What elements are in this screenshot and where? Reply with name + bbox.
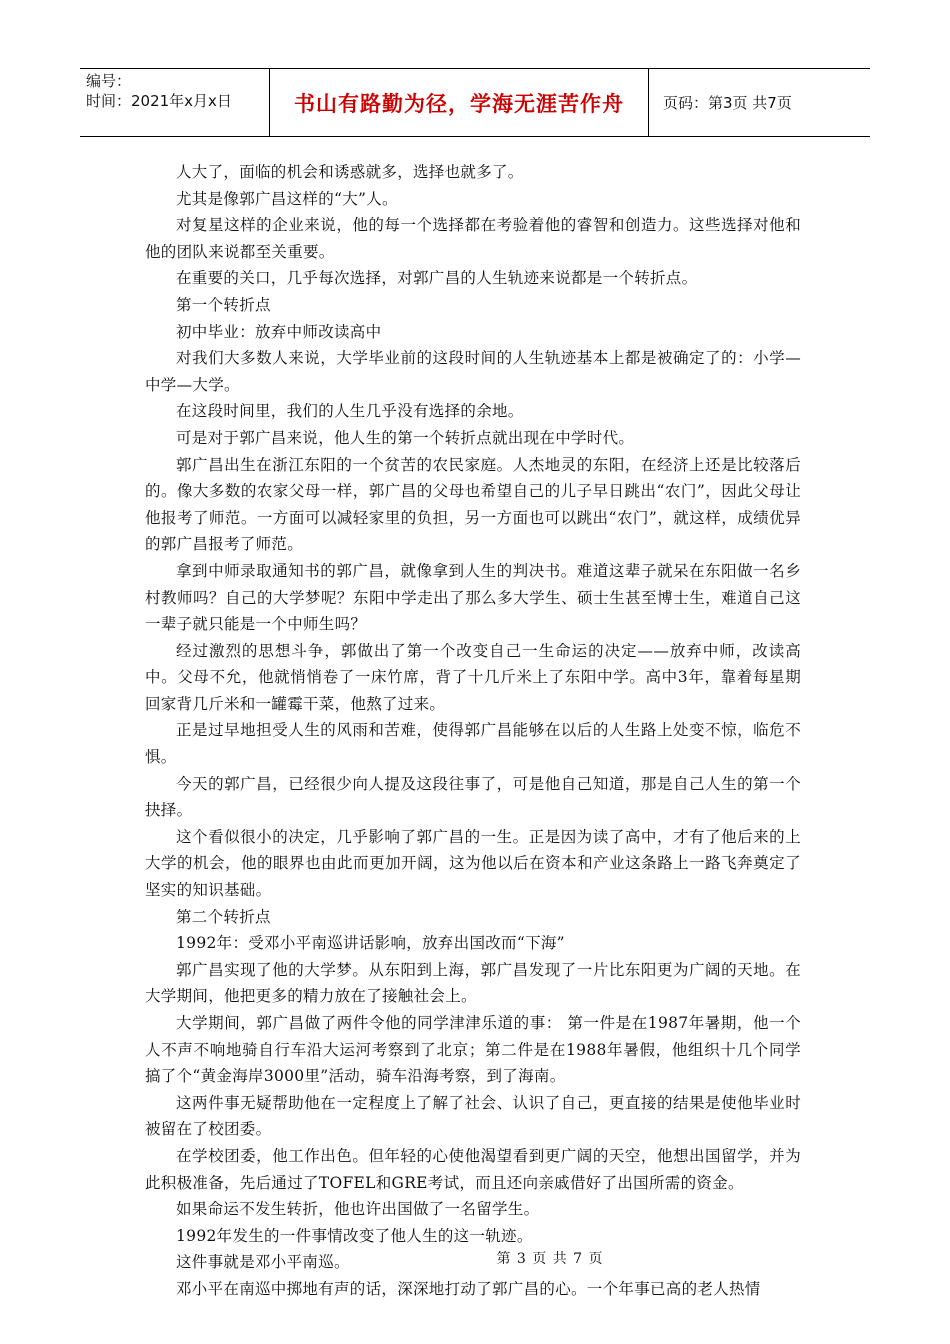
paragraph: 今天的郭广昌，已经很少向人提及这段往事了，可是他自己知道，那是自己人生的第一个抉择。 [145, 774, 801, 820]
code-label: 编号： [86, 72, 132, 90]
header-motto: 书山有路勤为径，学海无涯苦作舟 [270, 69, 649, 136]
page-footer: 第 3 页 共 7 页 [496, 1251, 604, 1267]
header-page-label: 页码：第3页 共7页 [663, 94, 792, 112]
section-heading: 第二个转折点 [176, 907, 271, 926]
paragraph: 可是对于郭广昌来说，他人生的第一个转折点就出现在中学时代。 [176, 428, 635, 447]
paragraph: 郭广昌实现了他的大学梦。从东阳到上海，郭广昌发现了一片比东阳更为广阔的天地。在大学期间，他把更多的精力放在了接触社会上。 [145, 960, 801, 1006]
paragraph: 这两件事无疑帮助他在一定程度上了解了社会、认识了自己，更直接的结果是使他毕业时被留在了校团委。 [145, 1093, 801, 1139]
paragraph: 1992年发生的一件事情改变了他人生的这一轨迹。 [176, 1226, 533, 1245]
paragraph: 邓小平在南巡中掷地有声的话，深深地打动了郭广昌的心。一个年事已高的老人热情 [176, 1279, 761, 1298]
page-header [80, 68, 870, 137]
section-subheading: 初中毕业：放弃中师改读高中 [176, 322, 382, 341]
paragraph: 这个看似很小的决定，几乎影响了郭广昌的一生。正是因为读了高中，才有了他后来的上大学的机会，他的眼界也由此而更加开阔，这为他以后在资本和产业这条路上一路飞奔奠定了坚实的知识基础。 [145, 827, 801, 900]
paragraph: 在这段时间里，我们的人生几乎没有选择的余地。 [176, 402, 524, 421]
section-subheading: 1992年：受邓小平南巡讲话影响，放弃出国改而“下海” [176, 934, 565, 953]
paragraph: 经过激烈的思想斗争，郭做出了第一个改变自己一生命运的决定——放弃中师，改读高中。父母不允，他就悄悄卷了一床竹席，背了十几斤米上了东阳中学。高中3年，靠着每星期回家背几斤米和一罐霉干菜，他熬了过来。 [145, 641, 801, 713]
paragraph: 人大了，面临的机会和诱惑就多，选择也就多了。 [176, 163, 524, 181]
paragraph: 正是过早地担受人生的风雨和苦难，使得郭广昌能够在以后的人生路上处变不惊，临危不惧。 [145, 721, 801, 767]
document-body [145, 159, 801, 1303]
paragraph: 大学期间，郭广昌做了两件令他的同学津津乐道的事： 第一件是在1987年暑期，他一个人不声不响地骑自行车沿大运河考察到了北京；第二件是在1988年暑假，他组织十几个同学搞了个“黄金海岸3000里”活动，骑车沿海考察，到了海南。 [145, 1014, 801, 1086]
paragraph: 对复星这样的企业来说，他的每一个选择都在考验着他的睿智和创造力。这些选择对他和他的团队来说都至关重要。 [145, 216, 801, 261]
header-meta [80, 69, 270, 136]
paragraph: 在学校团委，他工作出色。但年轻的心使他渴望看到更广阔的天空，他想出国留学，并为此积极准备，先后通过了TOFEL和GRE考试，而且还向亲戚借好了出国所需的资金。 [145, 1146, 801, 1192]
paragraph: 这件事就是邓小平南巡。 [176, 1253, 350, 1272]
paragraph: 对我们大多数人来说，大学毕业前的这段时间的人生轨迹基本上都是被确定了的：小学—中学—大学。 [145, 349, 801, 394]
paragraph: 尤其是像郭广昌这样的“大”人。 [176, 189, 398, 208]
date-label: 时间：2021年x月x日 [86, 92, 232, 110]
paragraph: 如果命运不发生转折，他也许出国做了一名留学生。 [176, 1200, 540, 1219]
paragraph: 拿到中师录取通知书的郭广昌，就像拿到人生的判决书。难道这辈子就呆在东阳做一名乡村教师吗？自己的大学梦呢？东阳中学走出了那么多大学生、硕士生甚至博士生，难道自己这一辈子就只能是一个中师生吗？ [145, 561, 801, 634]
section-heading: 第一个转折点 [176, 295, 271, 314]
paragraph: 在重要的关口，几乎每次选择，对郭广昌的人生轨迹来说都是一个转折点。 [176, 269, 698, 288]
paragraph: 郭广昌出生在浙江东阳的一个贫苦的农民家庭。人杰地灵的东阳，在经济上还是比较落后的。像大多数的农家父母一样，郭广昌的父母也希望自己的儿子早日跳出“农门”，因此父母让他报考了师范。一方面可以减轻家里的负担，另一方面也可以跳出“农门”，就这样，成绩优异的郭广昌报考了师范。 [145, 455, 801, 554]
